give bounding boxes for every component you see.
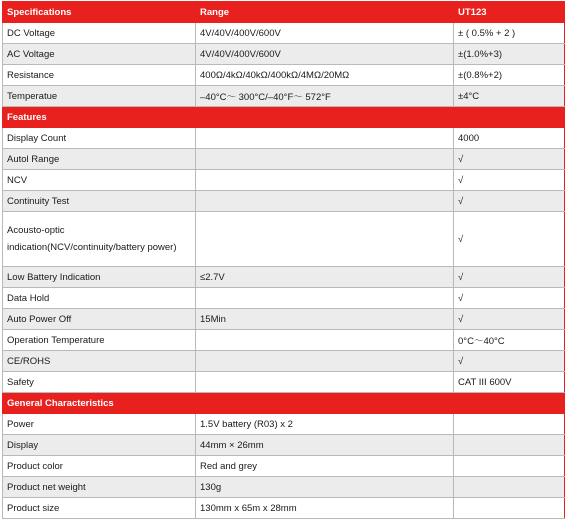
row-range: 400Ω/4kΩ/40kΩ/400kΩ/4MΩ/20MΩ [196,65,454,86]
row-value: √ [454,267,565,288]
row-label: Product size [3,498,196,519]
row-value [454,456,565,477]
header-cell [196,107,454,128]
header-cell [454,107,565,128]
header-cell: General Characteristics [3,393,196,414]
table-row [3,149,565,170]
row-label: Continuity Test [3,191,196,212]
row-value: 4000 [454,128,565,149]
header-cell [454,393,565,414]
row-label: Auto Power Off [3,309,196,330]
table-row [3,435,565,456]
row-range: Red and grey [196,456,454,477]
row-range [196,191,454,212]
row-range: 4V/40V/400V/600V [196,44,454,65]
row-label: Operation Temperature [3,330,196,351]
row-label: Display [3,435,196,456]
row-value [454,435,565,456]
row-value: ±(0.8%+2) [454,65,565,86]
table-row [3,170,565,191]
row-label: Safety [3,372,196,393]
row-label: Low Battery Indication [3,267,196,288]
table-row [3,456,565,477]
row-value: √ [454,351,565,372]
spec-table [2,1,565,519]
row-range [196,330,454,351]
row-value: CAT III 600V [454,372,565,393]
row-range [196,170,454,191]
row-value: √ [454,191,565,212]
table-row [3,65,565,86]
row-range [196,288,454,309]
table-row [3,23,565,44]
table-row [3,288,565,309]
row-value: √ [454,212,565,267]
table-row [3,191,565,212]
row-value: √ [454,309,565,330]
table-row [3,86,565,107]
row-label: AC Voltage [3,44,196,65]
row-range: 4V/40V/400V/600V [196,23,454,44]
row-range: 130g [196,477,454,498]
section-header-specifications [3,2,565,23]
row-value: √ [454,288,565,309]
table-row [3,212,565,267]
header-cell: Features [3,107,196,128]
row-value: ± ( 0.5% + 2 ) [454,23,565,44]
header-cell: Specifications [3,2,196,23]
row-range: ≤2.7V [196,267,454,288]
row-value [454,498,565,519]
row-label: Power [3,414,196,435]
row-range [196,212,454,267]
table-row [3,498,565,519]
row-label: DC Voltage [3,23,196,44]
header-cell: UT123 [454,2,565,23]
row-label: NCV [3,170,196,191]
row-label: Temperatue [3,86,196,107]
row-label: Resistance [3,65,196,86]
section-header-features [3,107,565,128]
table-row [3,477,565,498]
row-range [196,351,454,372]
row-value: 0°C～40°C [454,330,565,351]
row-label: Autol Range [3,149,196,170]
row-range: 44mm × 26mm [196,435,454,456]
row-label: Product net weight [3,477,196,498]
row-value: ±4°C [454,86,565,107]
section-header-general-characteristics [3,393,565,414]
table-row [3,267,565,288]
table-row [3,44,565,65]
table-row [3,128,565,149]
row-label: Acousto-optic indication(NCV/continuity/battery power) [3,212,196,267]
header-cell: Range [196,2,454,23]
row-range [196,149,454,170]
row-range: –40°C～ 300°C/–40°F～ 572°F [196,86,454,107]
row-range: 15Min [196,309,454,330]
table-row [3,414,565,435]
row-label: Product color [3,456,196,477]
row-range: 130mm x 65m x 28mm [196,498,454,519]
row-range: 1.5V battery (R03) x 2 [196,414,454,435]
row-value: √ [454,149,565,170]
row-label: Display Count [3,128,196,149]
row-value [454,477,565,498]
row-value: ±(1.0%+3) [454,44,565,65]
row-range [196,372,454,393]
row-value [454,414,565,435]
table-row [3,372,565,393]
table-row [3,309,565,330]
row-label: CE/ROHS [3,351,196,372]
row-label: Data Hold [3,288,196,309]
row-value: √ [454,170,565,191]
row-range [196,128,454,149]
table-row [3,330,565,351]
header-cell [196,393,454,414]
table-row [3,351,565,372]
